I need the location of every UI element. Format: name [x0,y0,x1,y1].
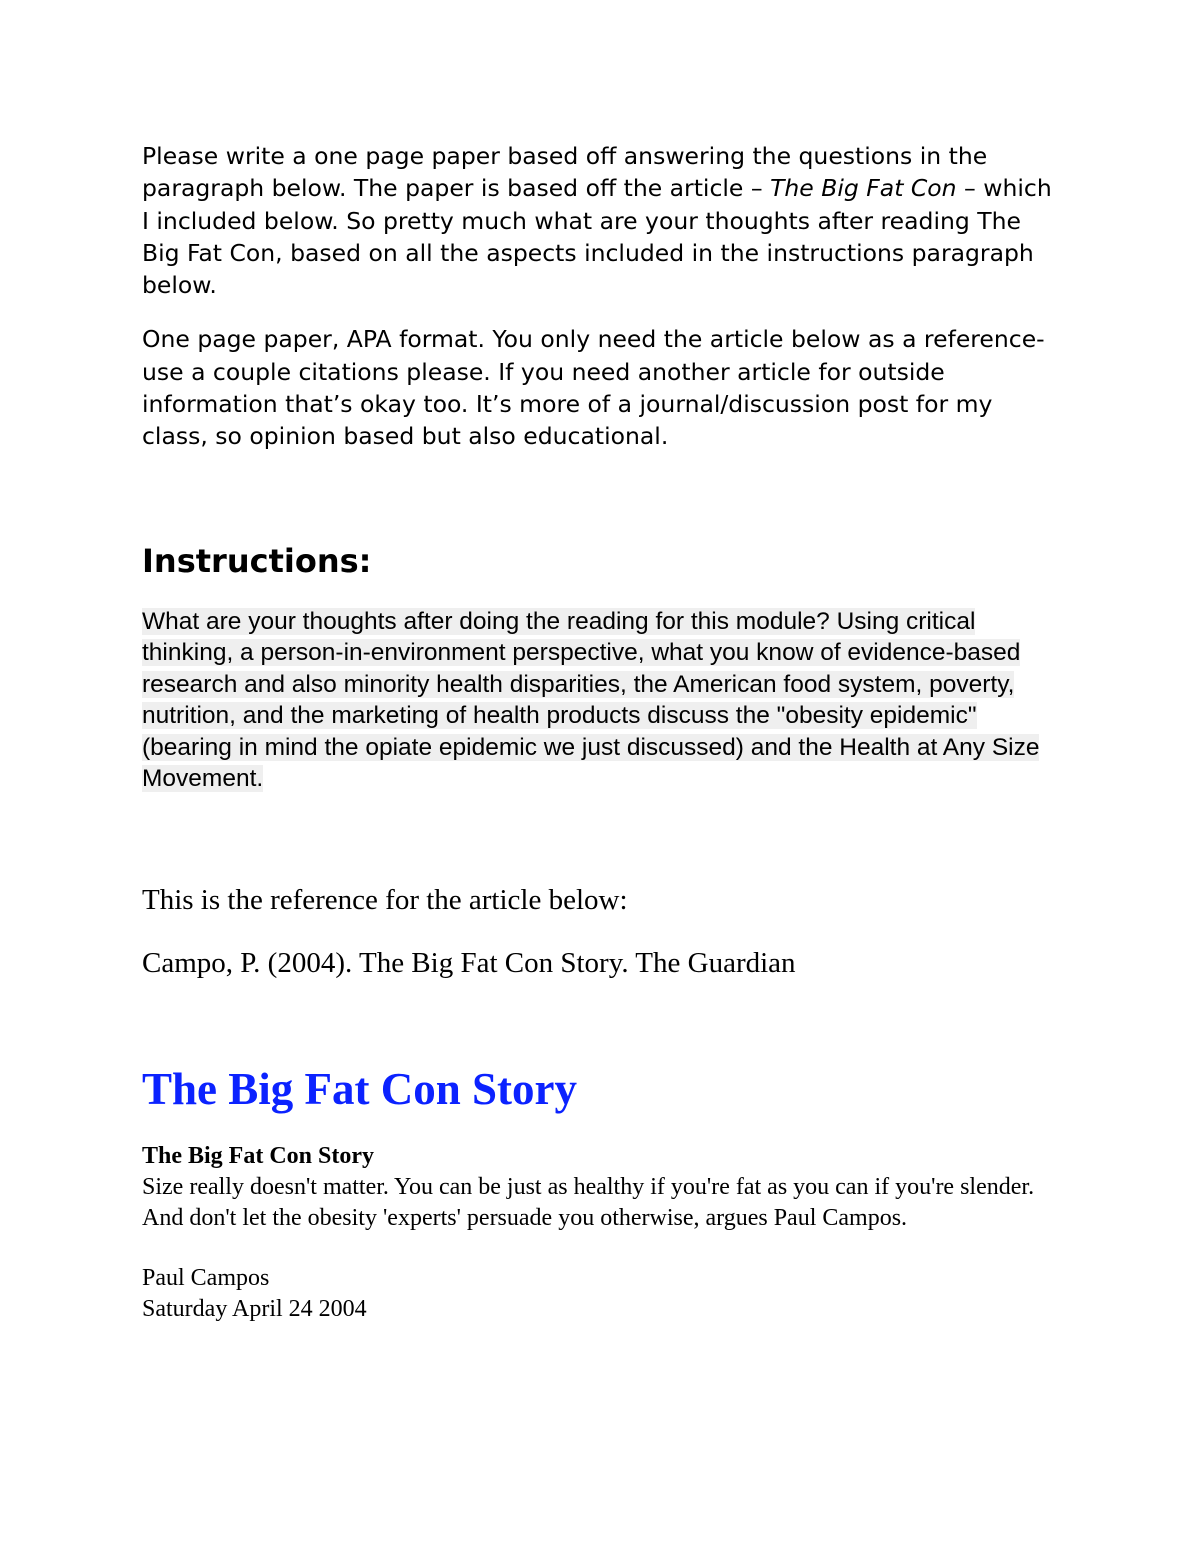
article-standfirst: Size really doesn't matter. You can be just as healthy if you're fat as you can if you're slender. And don't let the obesity 'experts' persuade you otherwise, argues Paul Campos. [142,1173,1035,1231]
document-page [142,140,1062,1325]
instructions-heading: Instructions: [142,541,372,580]
article-author: Paul Campos [142,1264,270,1291]
intro-p1-text-b: – which I included below. So pretty much what are your thoughts after reading The Big Fat Con, based on all the aspects included in the instructions paragraph below. [142,174,1052,300]
instructions-text: What are your thoughts after doing the reading for this module? Using critical thinking, a person-in-environment perspective, what you know of evidence-based research and also minority health disparities, the American food system, poverty, nutrition, and the marketing of health products discuss the "obesity epidemic" (bearing in mind the opiate epidemic we just discussed) and the Health at Any Size Movement. [142,607,1040,793]
intro-paragraph-2: One page paper, APA format. You only need the article below as a reference- use a couple citations please. If you need another article for outside information that’s okay too. It’s more of a journal/discussion post for my class, so opinion based but also educational. [142,325,1045,451]
article-subtitle: The Big Fat Con Story [142,1142,375,1169]
article-byline [142,1263,1062,1325]
article-title: The Big Fat Con Story [142,1063,578,1114]
intro-p1-text-a: Please write a one page paper based off answering the questions in the paragraph below. The paper is based off the article – [142,142,988,203]
instructions-body [142,606,1062,795]
reference-intro: This is the reference for the article below: [142,883,628,916]
intro-p1-italic-title: The Big Fat Con [770,174,957,203]
intro-paragraph-1 [142,140,1062,301]
reference-citation: Campo, P. (2004). The Big Fat Con Story. The Guardian [142,946,796,979]
article-standfirst-block [142,1141,1062,1234]
article-date: Saturday April 24 2004 [142,1295,367,1322]
